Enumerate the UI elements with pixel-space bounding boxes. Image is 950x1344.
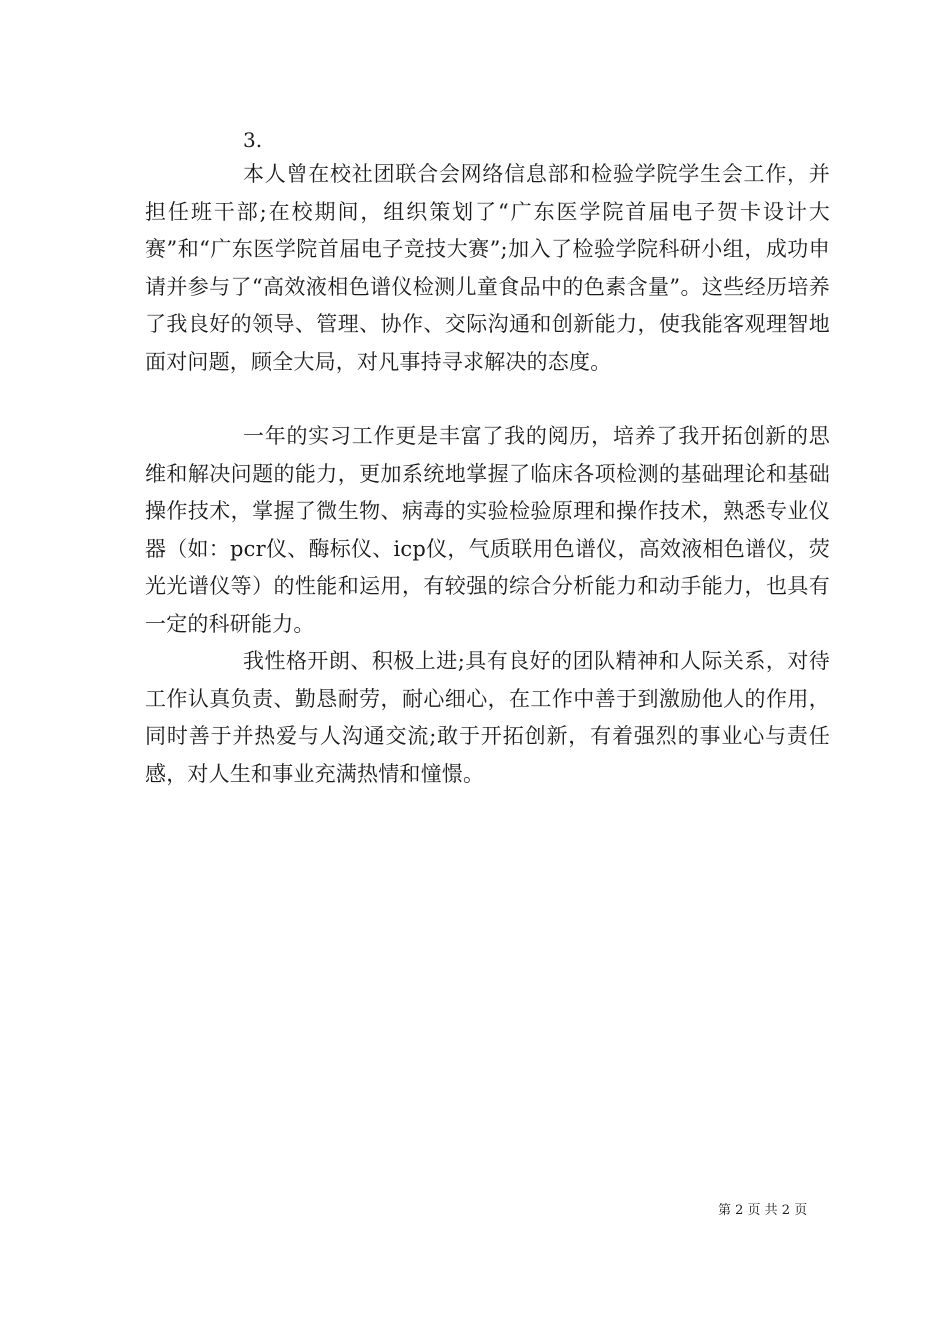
section-number: 3.	[243, 128, 263, 152]
page-footer: 第 2 页 共 2 页	[718, 1203, 808, 1218]
paragraph-experience: 本人曾在校社团联合会网络信息部和检验学院学生会工作，并担任班干部;在校期间，组织策划了“广东医学院首届电子贺卡设计大赛”和“广东医学院首届电子竞技大赛”;加入了检验学院科研小组，成功申请并参与了“高效液相色谱仪检测儿童食品中的色素含量”。这些经历培养了我良好的领导、管理、协作、交际沟通和创新能力，使我能客观理智地面对问题，顾全大局，对凡事持寻求解决的态度。	[145, 162, 830, 374]
paragraph-internship: 一年的实习工作更是丰富了我的阅历，培养了我开拓创新的思维和解决问题的能力，更加系统地掌握了临床各项检测的基础理论和基础操作技术，掌握了微生物、病毒的实验检验原理和操作技术，熟悉专业仪器（如：pcr仪、酶标仪、icp仪，气质联用色谱仪，高效液相色谱仪，荧光光谱仪等）的性能和运用，有较强的综合分析能力和动手能力，也具有一定的科研能力。	[145, 424, 830, 636]
paragraph-personality: 我性格开朗、积极上进;具有良好的团队精神和人际关系，对待工作认真负责、勤恳耐劳，耐心细心，在工作中善于到激励他人的作用，同时善于并热爱与人沟通交流;敢于开拓创新，有着强烈的事业心与责任感，对人生和事业充满热情和憧憬。	[145, 649, 830, 786]
